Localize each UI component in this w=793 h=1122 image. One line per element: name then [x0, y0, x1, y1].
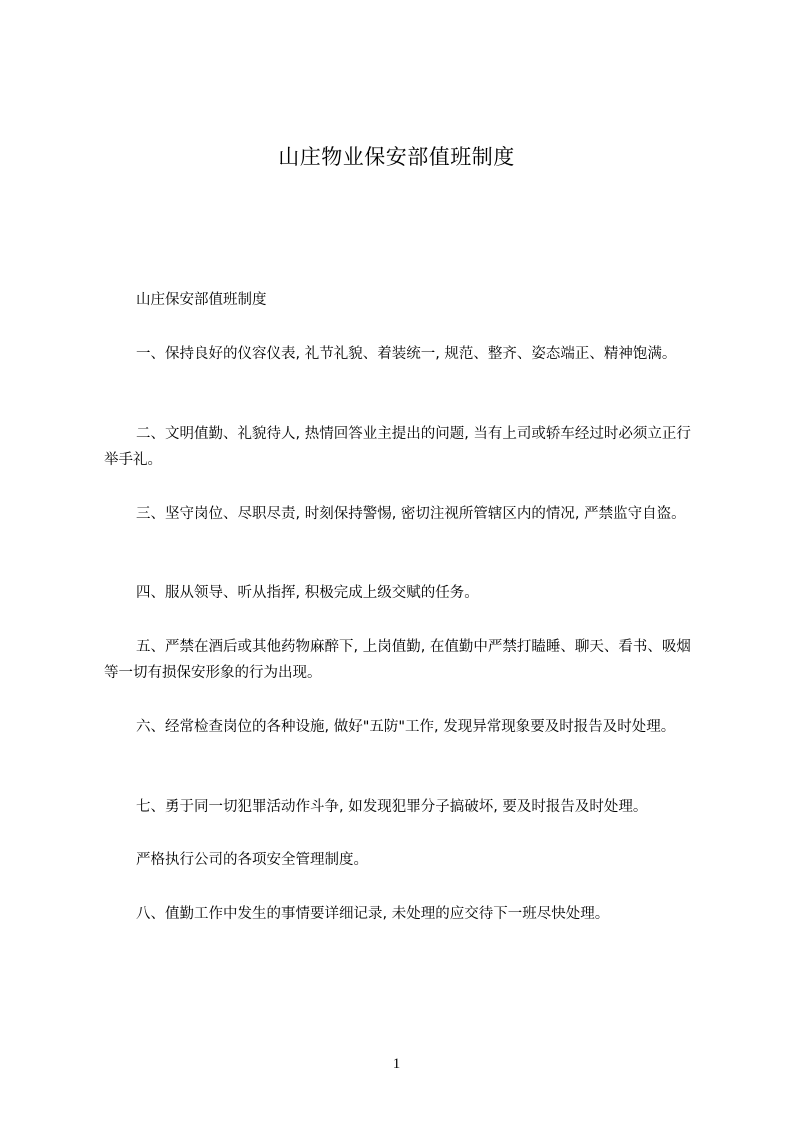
paragraph-rule-3: 三、坚守岗位、尽职尽责, 时刻保持警惕, 密切注视所管辖区内的情况, 严禁监守自盗。 [136, 506, 686, 522]
paragraph-rule-2: 二、文明值勤、礼貌待人, 热情回答业主提出的问题, 当有上司或轿车经过时必须立正行举手礼。 [104, 426, 691, 468]
paragraph-rule-6: 六、经常检查岗位的各种设施, 做好"五防"工作, 发现异常现象要及时报告及时处理。 [136, 719, 676, 735]
paragraph-rule-8: 八、值勤工作中发生的事情要详细记录, 未处理的应交待下一班尽快处理。 [136, 906, 610, 922]
paragraph-rule-4: 四、服从领导、听从指挥, 积极完成上级交赋的任务。 [136, 585, 479, 601]
paragraph-safety-note: 严格执行公司的各项安全管理制度。 [136, 852, 368, 868]
paragraph-rule-7: 七、勇于同一切犯罪活动作斗争, 如发现犯罪分子搞破坏, 要及时报告及时处理。 [136, 799, 648, 815]
paragraph-subtitle: 山庄保安部值班制度 [136, 292, 267, 308]
paragraph-rule-1: 一、保持良好的仪容仪表, 礼节礼貌、着装统一, 规范、整齐、姿态端正、精神饱满。 [136, 346, 677, 362]
document-title: 山庄物业保安部值班制度 [278, 145, 515, 169]
page-number: 1 [392, 1056, 401, 1072]
paragraph-rule-5: 五、严禁在酒后或其他药物麻醉下, 上岗值勤, 在值勤中严禁打瞌睡、聊天、看书、吸烟等一切有损保安形象的行为出现。 [104, 639, 691, 681]
